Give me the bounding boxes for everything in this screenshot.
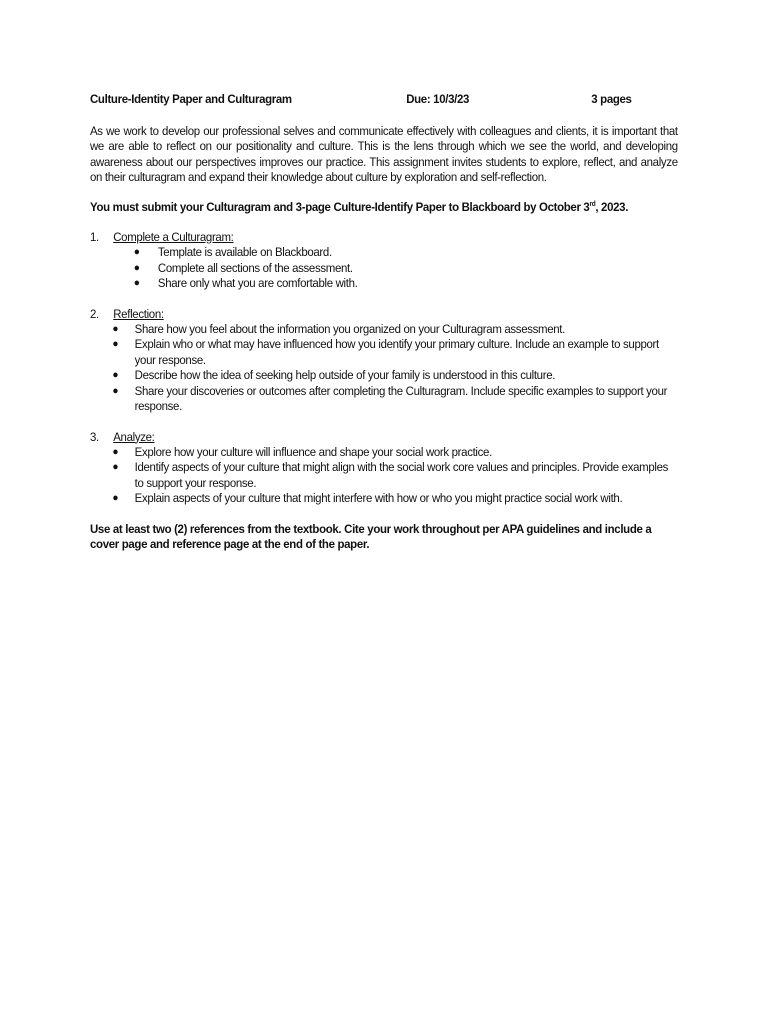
bullet-list [90, 322, 678, 414]
bullet-icon: ● [112, 492, 119, 505]
section-title: Complete a Culturagram: [113, 230, 234, 245]
intro-paragraph: As we work to develop our professional selves and communicate effectively with colleagues and clients, it is important that we are able to reflect on our positionality and culture. This is the lens through which we see the world, and developing awareness about our perspectives improves our practice. This assignment invites students to explore, reflect, and analyze on their culturagram and expand their knowledge about culture by exploration and self-reflection. [90, 124, 678, 185]
list-item-text: Share your discoveries or outcomes after completing the Culturagram. Include specific examples to support your response. [134, 383, 668, 414]
list-item-text: Template is available on Blackboard. [157, 245, 332, 260]
list-item [90, 445, 678, 460]
submission-text: You must submit your Culturagram and 3-page Culture-Identify Paper to Blackboard by October 3 [90, 199, 590, 214]
section-heading [90, 430, 678, 445]
section-heading [90, 230, 678, 245]
list-item-text: Share only what you are comfortable with. [157, 276, 358, 291]
list-item [90, 337, 678, 368]
list-item-text: Complete all sections of the assessment. [157, 260, 353, 275]
bullet-icon: ● [112, 369, 119, 382]
bullet-icon: ● [133, 261, 140, 274]
section-number: 2. [90, 306, 99, 321]
list-item-text: Identify aspects of your culture that might align with the social work core values and principles. Provide examples to support your response. [134, 460, 669, 490]
section-number: 1. [90, 230, 99, 245]
list-item [90, 322, 678, 337]
section-analyze [90, 430, 678, 507]
list-item-text: Share how you feel about the information you organized on your Culturagram assessment. [134, 322, 565, 337]
bullet-icon: ● [112, 384, 119, 397]
section-heading [90, 307, 678, 322]
list-item-text: Explore how your culture will influence and shape your social work practice. [134, 444, 492, 459]
bullet-icon: ● [133, 246, 140, 259]
list-item [90, 384, 678, 415]
list-item [90, 368, 678, 383]
document-title: Culture-Identity Paper and Culturagram [90, 92, 292, 106]
list-item [90, 491, 678, 506]
list-item [90, 245, 678, 260]
list-item-text: Explain aspects of your culture that might interfere with how or who you might practice social work with. [134, 491, 623, 506]
section-number: 3. [90, 429, 99, 444]
document-header [90, 92, 678, 108]
list-item [90, 460, 678, 491]
bullet-icon: ● [112, 323, 119, 336]
list-item-text: Explain who or what may have influenced how you identify your primary culture. Include an example to support your response. [134, 337, 659, 367]
due-date: Due: 10/3/23 [406, 92, 470, 106]
document-page [90, 92, 678, 552]
bullet-icon: ● [112, 338, 119, 351]
section-title: Reflection: [113, 306, 164, 321]
closing-instruction: Use at least two (2) references from the textbook. Cite your work throughout per APA guidelines and include a cover page and reference page at the end of the paper. [90, 521, 652, 551]
submission-text-end: , 2023. [595, 199, 629, 214]
section-culturagram [90, 230, 678, 292]
bullet-list [90, 245, 678, 291]
submission-instruction [90, 200, 678, 215]
page-count: 3 pages [591, 92, 632, 106]
section-reflection [90, 307, 678, 415]
list-item [90, 276, 678, 291]
submission-superscript: rd [589, 200, 596, 208]
bullet-list [90, 445, 678, 507]
list-item [90, 261, 678, 276]
bullet-icon: ● [112, 445, 119, 458]
bullet-icon: ● [133, 277, 140, 290]
bullet-icon: ● [112, 461, 119, 474]
list-item-text: Describe how the idea of seeking help outside of your family is understood in this culture. [134, 368, 556, 383]
section-title: Analyze: [113, 429, 155, 444]
